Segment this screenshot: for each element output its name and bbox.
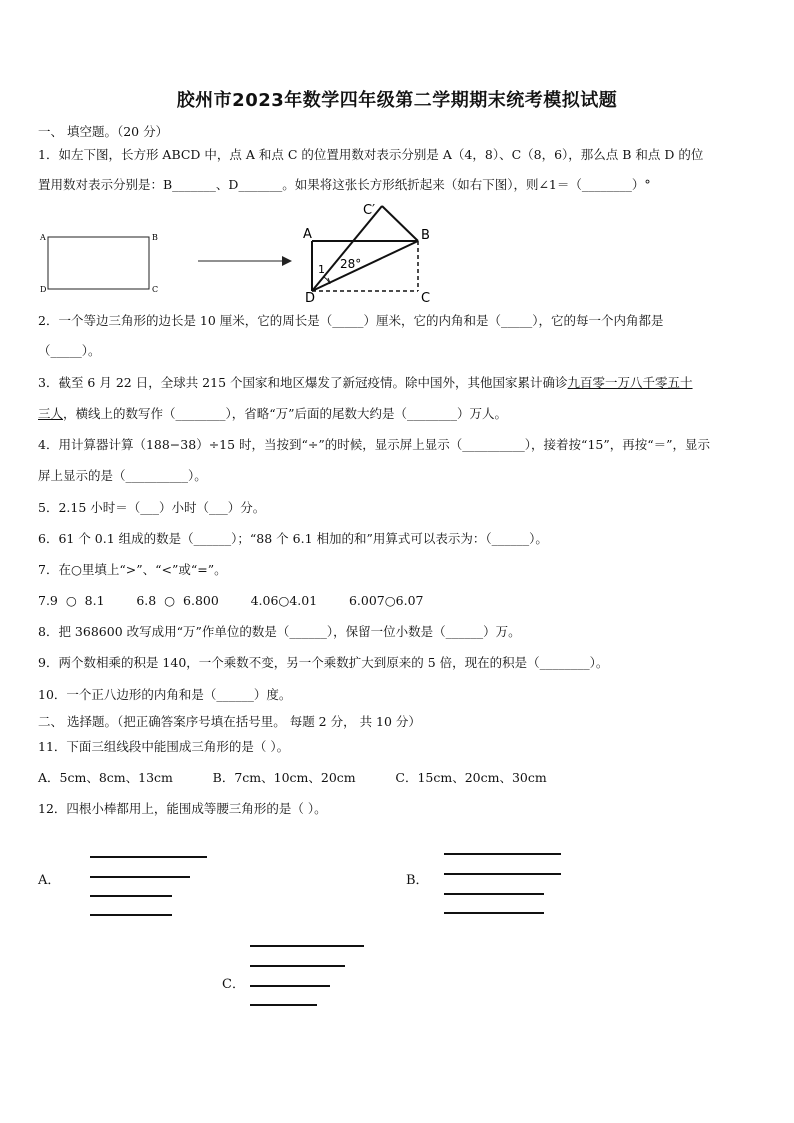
stick bbox=[90, 876, 190, 878]
question-4-line-2: 屏上显示的是（__________）。 bbox=[38, 468, 207, 483]
label-c: C bbox=[152, 285, 159, 294]
label-b: B bbox=[152, 233, 158, 242]
folded-rectangle-figure bbox=[300, 198, 440, 306]
label-c-right: C bbox=[421, 291, 431, 306]
stick bbox=[250, 1004, 317, 1006]
question-11-options: A．5cm、8cm、13cm B．7cm、10cm、20cm C．15cm、20cm、30cm bbox=[38, 770, 547, 785]
question-5: 5．2.15 小时＝（___）小时（___）分。 bbox=[38, 500, 266, 515]
option-a-label: A． bbox=[38, 873, 61, 888]
label-b-right: B bbox=[421, 228, 430, 243]
question-9: 9．两个数相乘的积是 140，一个乘数不变，另一个乘数扩大到原来的 5 倍，现在的积是（________）。 bbox=[38, 655, 609, 670]
angle-28-label: 28° bbox=[340, 257, 362, 271]
arrow-icon bbox=[198, 254, 293, 268]
label-d-right: D bbox=[305, 291, 316, 306]
question-11: 11．下面三组线段中能围成三角形的是（ ）。 bbox=[38, 739, 290, 754]
question-1-line-2: 置用数对表示分别是：B_______、D_______。如果将这张长方形纸折起来（如右下图），则∠1＝（________）° bbox=[38, 177, 651, 192]
stick bbox=[250, 945, 364, 947]
question-3-line-1 bbox=[38, 375, 693, 391]
stick bbox=[444, 873, 561, 875]
label-a: A bbox=[40, 233, 46, 242]
question-7-items: 7.9 ○ 8.1 6.8 ○ 6.800 4.06○4.01 6.007○6.07 bbox=[38, 593, 424, 608]
angle-1-label: 1 bbox=[318, 263, 325, 276]
stick bbox=[250, 965, 345, 967]
page-title: 胶州市2023年数学四年级第二学期期末统考模拟试题 bbox=[176, 90, 618, 111]
q3-underlined-end: 三人 bbox=[38, 406, 64, 421]
option-c-label: C． bbox=[222, 977, 245, 992]
q3-text-a: 3．截至 6 月 22 日，全球共 215 个国家和地区爆发了新冠疫情。除中国外，其他国家累计确诊 bbox=[38, 375, 568, 390]
question-1-line-1: 1．如左下图，长方形 ABCD 中，点 A 和点 C 的位置用数对表示分别是 A（4，8）、C（8，6），那么点 B 和点 D 的位 bbox=[38, 147, 704, 162]
stick bbox=[250, 985, 330, 987]
section-fill-blank: 一、 填空题。（20 分） bbox=[38, 124, 169, 139]
question-2-line-1: 2．一个等边三角形的边长是 10 厘米，它的周长是（_____）厘米，它的内角和是（_____），它的每一个内角都是 bbox=[38, 313, 664, 328]
stick bbox=[444, 853, 561, 855]
q3-text-b: ，横线上的数写作（________），省略“万”后面的尾数大约是（________）万人。 bbox=[63, 406, 508, 421]
question-7: 7．在○里填上“>”、“<”或“=”。 bbox=[38, 562, 227, 577]
stick bbox=[90, 895, 172, 897]
stick bbox=[444, 912, 544, 914]
rectangle-abcd-figure bbox=[38, 228, 168, 298]
option-b-label: B． bbox=[406, 873, 429, 888]
stick bbox=[90, 856, 207, 858]
question-12: 12．四根小棒都用上，能围成等腰三角形的是（ ）。 bbox=[38, 801, 327, 816]
stick bbox=[444, 893, 544, 895]
label-a-right: A bbox=[303, 227, 312, 242]
section-choice: 二、 选择题。（把正确答案序号填在括号里。 每题 2 分， 共 10 分） bbox=[38, 714, 421, 729]
q3-underlined-number: 九百零一万八千零五十 bbox=[567, 375, 693, 390]
question-3-line-2 bbox=[38, 406, 507, 422]
label-c-prime: C′ bbox=[363, 203, 376, 218]
label-d: D bbox=[40, 285, 47, 294]
question-10: 10．一个正八边形的内角和是（______）度。 bbox=[38, 687, 292, 702]
stick bbox=[90, 914, 172, 916]
question-2-line-2: （_____）。 bbox=[38, 343, 101, 358]
question-8: 8．把 368600 改写成用“万”作单位的数是（______），保留一位小数是（______）万。 bbox=[38, 624, 521, 639]
question-6: 6．61 个 0.1 组成的数是（______）；“88 个 6.1 相加的和”用算式可以表示为：（______）。 bbox=[38, 531, 548, 546]
question-4-line-1: 4．用计算器计算（188−38）÷15 时，当按到“÷”的时候，显示屏上显示（__________），接着按“15”，再按“＝”，显示 bbox=[38, 437, 711, 452]
